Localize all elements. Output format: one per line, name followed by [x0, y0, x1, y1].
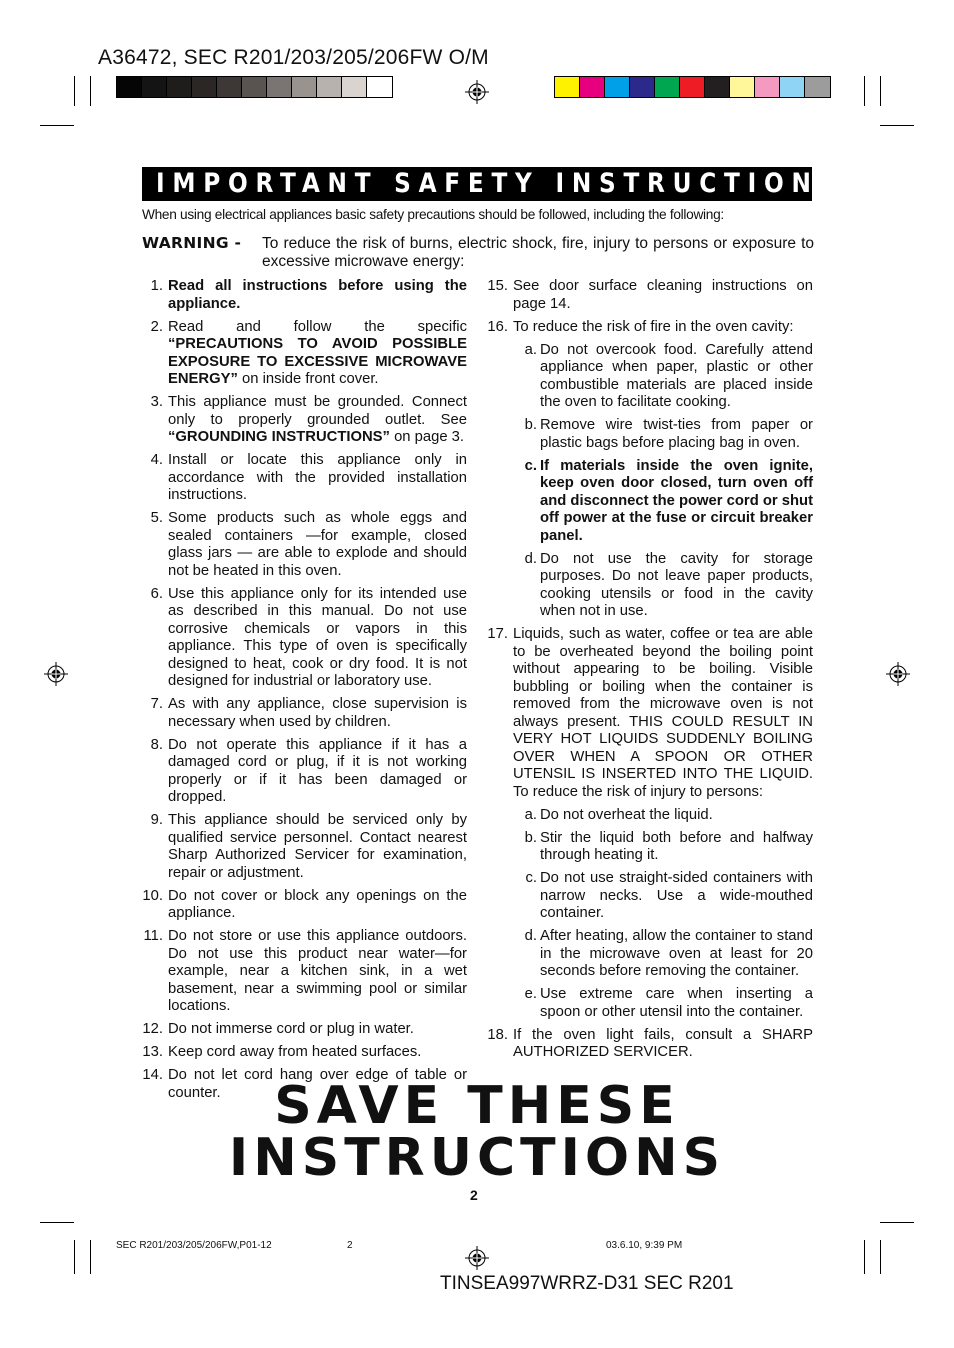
list-item: 3. This appliance must be grounded. Connect only to properly grounded outlet. See “GROUNDING INSTRUCTIONS” on page 3.	[150, 394, 467, 445]
sub-list-item: a. Do not overheat the liquid.	[524, 806, 713, 823]
header-code: A36472, SEC R201/203/205/206FW O/M	[98, 46, 489, 69]
registration-mark-icon	[465, 1246, 489, 1270]
warning-label: WARNING -	[142, 234, 242, 252]
title-bar	[142, 167, 844, 201]
color-swatch	[580, 77, 605, 97]
intro-text: When using electrical appliances basic safety precautions should be followed, including the following:	[142, 207, 724, 222]
warning-text: To reduce the risk of burns, electric shock, fire, injury to persons or exposure to excessive microwave energy:	[262, 235, 814, 270]
left-column	[142, 278, 467, 1108]
color-swatch	[730, 77, 755, 97]
color-swatch	[805, 77, 830, 97]
color-swatch	[367, 77, 392, 97]
registration-mark-icon	[886, 662, 910, 686]
item-text: Read all instructions before using the appliance.	[168, 278, 467, 312]
sub-list-item: a. Do not overcook food. Carefully attend appliance when paper, plastic or other combustible materials are placed inside the oven to facilitate cooking.	[524, 341, 813, 410]
list-item: 1. Read all instructions before using the appliance.	[150, 278, 467, 312]
color-swatch	[780, 77, 805, 97]
color-swatch	[630, 77, 655, 97]
color-swatch	[680, 77, 705, 97]
color-swatch	[267, 77, 292, 97]
list-item: 10. Do not cover or block any openings on the appliance.	[142, 887, 467, 921]
color-swatch	[342, 77, 367, 97]
color-swatch	[217, 77, 242, 97]
sub-list-item: b. Stir the liquid both before and halfway through heating it.	[524, 829, 813, 863]
color-swatch	[705, 77, 730, 97]
color-swatch	[655, 77, 680, 97]
gray-color-bar	[116, 76, 393, 98]
list-item: 12. Do not immerse cord or plug in water.	[142, 1021, 414, 1037]
color-swatch	[167, 77, 192, 97]
right-column	[487, 278, 813, 1067]
sub-list-item: d. After heating, allow the container to stand in the microwave oven at least for 20 seconds before removing the container.	[524, 928, 813, 979]
sub-list-item: b. Remove wire twist-ties from paper or plastic bags before placing bag in oven.	[524, 417, 813, 451]
sub-list-item: c. If materials inside the oven ignite, keep oven door closed, turn oven off and disconnect the power cord or shut off power at the fuse or circuit breaker panel.	[524, 457, 813, 544]
color-swatch	[242, 77, 267, 97]
process-color-bar	[554, 76, 831, 98]
page-number: 2	[470, 1187, 478, 1203]
sub-list-item: d. Do not use the cavity for storage purposes. Do not leave paper products, cooking utensils or food in the cavity when not in use.	[524, 550, 813, 619]
footer-code: TINSEA997WRRZ-D31 SEC R201	[440, 1273, 734, 1294]
list-item: 13. Keep cord away from heated surfaces.	[142, 1044, 422, 1060]
list-item: 18. If the oven light fails, consult a SHARP AUTHORIZED SERVICER.	[487, 1026, 813, 1060]
registration-mark-icon	[465, 80, 489, 104]
list-item: 7. As with any appliance, close supervision is necessary when used by children.	[150, 696, 467, 730]
color-swatch	[192, 77, 217, 97]
list-item: 16. To reduce the risk of fire in the oven cavity:	[487, 318, 794, 335]
list-item: 15. See door surface cleaning instructions on page 14.	[487, 278, 813, 312]
color-swatch	[317, 77, 342, 97]
list-item: 5. Some products such as whole eggs and sealed containers —for example, closed glass jars — are able to explode and should not be heated in this oven.	[150, 510, 467, 579]
list-item: 9. This appliance should be serviced only by qualified service personnel. Contact nearest Sharp Authorized Servicer for examination, repair or adjustment.	[150, 812, 467, 881]
color-swatch	[142, 77, 167, 97]
sub-list-item: e. Use extreme care when inserting a spoon or other utensil into the container.	[524, 986, 813, 1020]
sub-list-item: c. Do not use straight-sided containers with narrow necks. Use a wide-mouthed container.	[525, 870, 813, 921]
color-swatch	[555, 77, 580, 97]
list-item: 2. Read and follow the specific “PRECAUTIONS TO AVOID POSSIBLE EXPOSURE TO EXCESSIVE MICROWAVE ENERGY” on inside front cover.	[150, 318, 467, 387]
registration-mark-icon	[44, 662, 68, 686]
footer-datetime: 03.6.10, 9:39 PM	[606, 1240, 683, 1251]
list-item: 14. Do not let cord hang over edge of table or counter.	[142, 1067, 467, 1101]
footer-page: 2	[347, 1240, 353, 1251]
save-line-1: SAVE THESE	[274, 1076, 680, 1136]
page-title: IMPORTANT SAFETY INSTRUCTIONS	[156, 168, 844, 199]
footer-file-name: SEC R201/203/205/206FW,P01-12	[116, 1240, 272, 1251]
save-instructions-heading	[142, 1076, 812, 1188]
list-item: 4. Install or locate this appliance only in accordance with the provided installation instructions.	[150, 452, 467, 503]
list-item: 8. Do not operate this appliance if it has a damaged cord or plug, if it is not working properly or if it has been damaged or dropped.	[150, 736, 467, 805]
list-item: 11. Do not store or use this appliance outdoors. Do not use this product near water—for example, near a kitchen sink, in a wet basement, near a swimming pool or similar locations.	[143, 928, 467, 1014]
list-item: 17. Liquids, such as water, coffee or tea are able to be overheated beyond the boiling point without appearing to be boiling. Visible bubbling or boiling when the container is removed from the microwave oven is not always present. THIS COULD RESULT IN VERY HOT LIQUIDS SUDDENLY BOILING OVER WHEN A SPOON OR OTHER UTENSIL IS INSERTED INTO THE LIQUID. To reduce the risk of injury to persons:	[487, 626, 813, 800]
list-item: 6. Use this appliance only for its intended use as described in this manual. Do not use corrosive chemicals or vapors in this appliance. This type of oven is specifically designed to heat, cook or dry food. It is not designed for industrial or laboratory use.	[150, 585, 467, 689]
color-swatch	[292, 77, 317, 97]
save-line-2: INSTRUCTIONS	[228, 1128, 726, 1188]
color-swatch	[605, 77, 630, 97]
color-swatch	[755, 77, 780, 97]
color-swatch	[117, 77, 142, 97]
